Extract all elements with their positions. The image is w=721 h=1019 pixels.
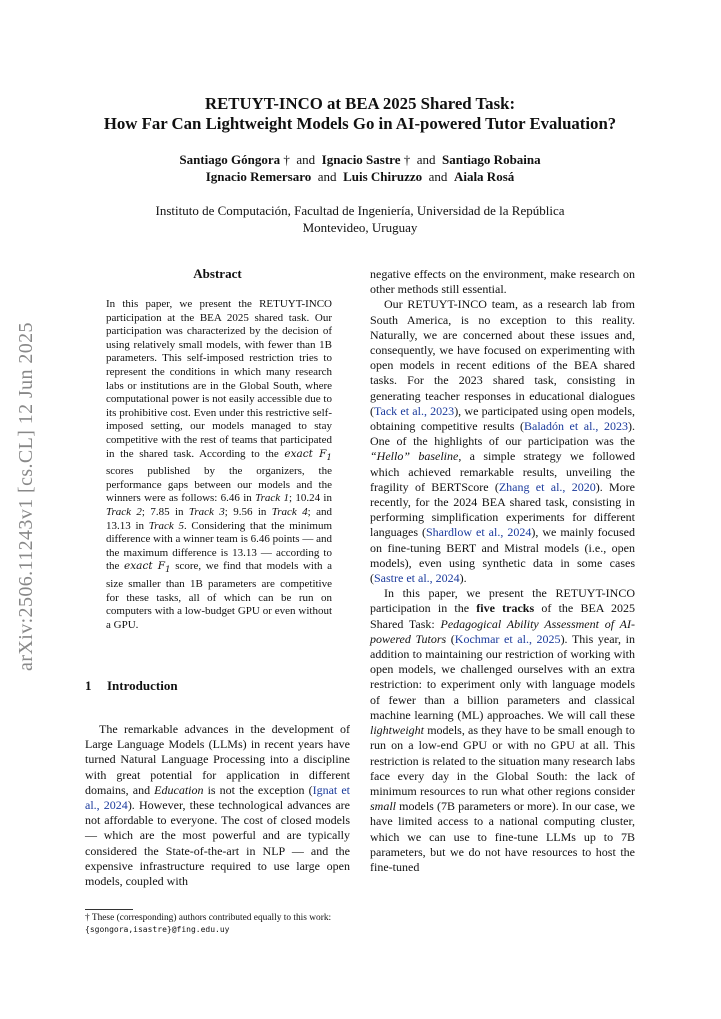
dagger-mark: †	[283, 152, 290, 167]
body-text: ). However, these technological advances are not affordable to everyone. The cost of closed models — which are the most powerful and are typically considered the State-of-the-art in NLP — and the expensive infrastructure required to use large open models, coupled with	[85, 798, 350, 889]
body-text: , a simple strategy we followed which achieved remarkable results, unveiling the fragility of BERTScore (	[370, 449, 635, 494]
abstract-body	[106, 298, 332, 632]
paper-title	[60, 94, 660, 134]
affiliation-line-1: Instituto de Computación, Facultad de Ingeniería, Universidad de la República	[155, 203, 565, 218]
body-text: Our RETUYT-INCO team, as a research lab from South America, is no exception to this reality. Naturally, we are concerned about these issues and, consequently, we have focused on experimenting with open models in recent editions of the BEA shared tasks. For the 2023 shared task, consisting in generating teacher responses in educational dialogues (	[370, 297, 635, 418]
citation-link[interactable]: Sastre et al., 2024	[374, 571, 460, 586]
track-name: Track 4	[271, 506, 308, 518]
citation-link[interactable]: Ignat et al., 2024	[85, 782, 350, 813]
continued-paragraph: negative effects on the environment, make research on other methods still essential.	[370, 267, 635, 297]
arxiv-stamp	[6, 300, 46, 692]
dagger-mark: †	[403, 152, 411, 167]
and-word: and	[296, 152, 316, 167]
track-name: Track 5	[148, 519, 184, 532]
section-number: 1	[85, 678, 92, 693]
footnote-email: {sgongora,isastre}@fing.edu.uy	[85, 925, 230, 934]
body-text: ).	[459, 571, 467, 586]
author-list	[60, 151, 660, 185]
body-text: ). This year, in addition to maintaining our restriction of working with open models, we challenged ourselves with an extra restriction: to experiment only with language models of fewer than a billion parameters and classical machine learning (ML) approaches. We will call these	[370, 631, 635, 722]
abstract-text: ; 10.24 in	[288, 492, 332, 505]
author-name: Santiago Góngora	[179, 152, 281, 167]
body-text: ). One of the highlights of our participation was the	[370, 419, 635, 449]
abstract-text: score, we find that models with a size smaller than 1B parameters are competitive for these tasks, all of which can be run on computers with a low-budget GPU or even without a GPU.	[106, 560, 332, 631]
emphasis: small	[370, 799, 397, 814]
body-text: ), we mainly focused on fine-tuning BERT and Mistral models (i.e., open models), even using synthetic data in some cases (	[370, 525, 635, 586]
body-text: (	[446, 631, 455, 646]
section-heading	[85, 678, 178, 694]
author-line-1	[60, 151, 660, 168]
body-paragraph	[370, 586, 635, 875]
title-line-1: RETUYT-INCO at BEA 2025 Shared Task:	[204, 94, 516, 113]
author-name: Ignacio Sastre	[321, 152, 401, 167]
author-name: Santiago Robaina	[442, 152, 541, 167]
metric-text: exact F	[284, 447, 327, 460]
citation-link[interactable]: Zhang et al., 2020	[498, 479, 596, 494]
citation-link[interactable]: Tack et al., 2023	[374, 403, 455, 418]
intro-paragraph	[85, 722, 350, 889]
footnote-rule	[85, 909, 133, 910]
abstract-text: ; 7.85 in	[141, 506, 189, 518]
body-text: In this paper, we present the RETUYT-INCO participation in the	[370, 586, 635, 616]
abstract-text: . Considering that the minimum difference with a winner team is 6.46 points — and the maximum difference is 13.13 — according to the	[106, 519, 332, 573]
title-line-2: How Far Can Lightweight Models Go in AI-powered Tutor Evaluation?	[103, 114, 617, 133]
emphasis: “Hello” baseline	[370, 449, 459, 464]
abstract-text: In this paper, we present the RETUYT-INCO participation at the BEA 2025 shared task. Our participation was characterized by the decision of using relatively small models, with fewer than 1B parameters. This self-imposed restriction tries to represent the conditions in which many research labs or institutions are in the Global South, where computational power is not easily accessible due to its prohibitive cost. Even under this restrictive self-imposed setting, our models managed to stay competitive with the rest of teams that participated in the shared task. According to the	[106, 298, 332, 460]
and-word: and	[416, 152, 436, 167]
metric-subscript: 1	[326, 452, 332, 463]
footnote	[85, 912, 350, 936]
emphasis: Education	[154, 782, 204, 797]
affiliation-line-2: Montevideo, Uruguay	[302, 220, 418, 235]
emphasis: lightweight	[370, 723, 424, 738]
task-name: Pedagogical Ability Assessment of AI-powered Tutors	[370, 616, 635, 646]
body-text: is not the exception (	[203, 782, 313, 797]
bold-phrase: five tracks	[476, 601, 535, 616]
metric-text: exact F	[124, 560, 166, 573]
body-text: models (7B parameters or more). In our case, we have limited access to a national computing cluster, which we can use to fine-tune LLMs up to 7B parameters, but we do not have resources to host the fine-tuned	[370, 799, 635, 874]
right-column	[370, 267, 635, 875]
and-word: and	[317, 169, 337, 184]
metric-subscript: 1	[165, 565, 171, 576]
author-name: Luis Chiruzzo	[343, 169, 423, 184]
intro-column	[85, 722, 350, 889]
author-line-2	[60, 168, 660, 185]
body-text: models, as they have to be small enough to run on a low-end GPU or with no GPU at all. This restriction is related to the situation many research labs face every day in the Global South: the lack of minimum resources to run what other regions consider	[370, 723, 635, 798]
citation-link[interactable]: Shardlow et al., 2024	[426, 525, 532, 540]
abstract-heading: Abstract	[193, 266, 242, 281]
affiliation	[60, 202, 660, 236]
abstract-text: ; 9.56 in	[224, 506, 272, 518]
abstract-text: ; and 13.13 in	[106, 506, 332, 532]
footnote-text: † These (corresponding) authors contributed equally to this work:	[85, 913, 332, 923]
body-text: The remarkable advances in the development of Large Language Models (LLMs) in recent years have turned Natural Language Processing into a discipline with great potential for application in different domains, and	[85, 722, 350, 797]
citation-link[interactable]: Baladón et al., 2023	[524, 419, 628, 434]
author-name: Aiala Rosá	[453, 169, 515, 184]
body-text: ), we participated using open models, obtaining competitive results (	[370, 403, 635, 434]
author-name: Ignacio Remersaro	[205, 169, 312, 184]
body-text: ). More recently, for the 2024 BEA shared task, consisting in performing simplification experiments for different languages (	[370, 479, 635, 540]
body-text: of the BEA 2025 Shared Task:	[370, 601, 636, 631]
track-name: Track 2	[106, 506, 142, 518]
abstract-text: scores published by the organizers, the performance gaps between our models and the winners were as follows: 6.46 in	[106, 465, 332, 505]
metric-name	[124, 560, 171, 576]
citation-link[interactable]: Kochmar et al., 2025	[454, 631, 561, 646]
arxiv-id: arXiv:2506.11243v1 [cs.CL] 12 Jun 2025	[14, 321, 37, 671]
section-title: Introduction	[107, 678, 178, 693]
and-word: and	[428, 169, 448, 184]
track-name: Track 3	[188, 506, 225, 518]
track-name: Track 1	[255, 492, 289, 505]
metric-name	[284, 447, 332, 463]
body-paragraph	[370, 297, 635, 586]
